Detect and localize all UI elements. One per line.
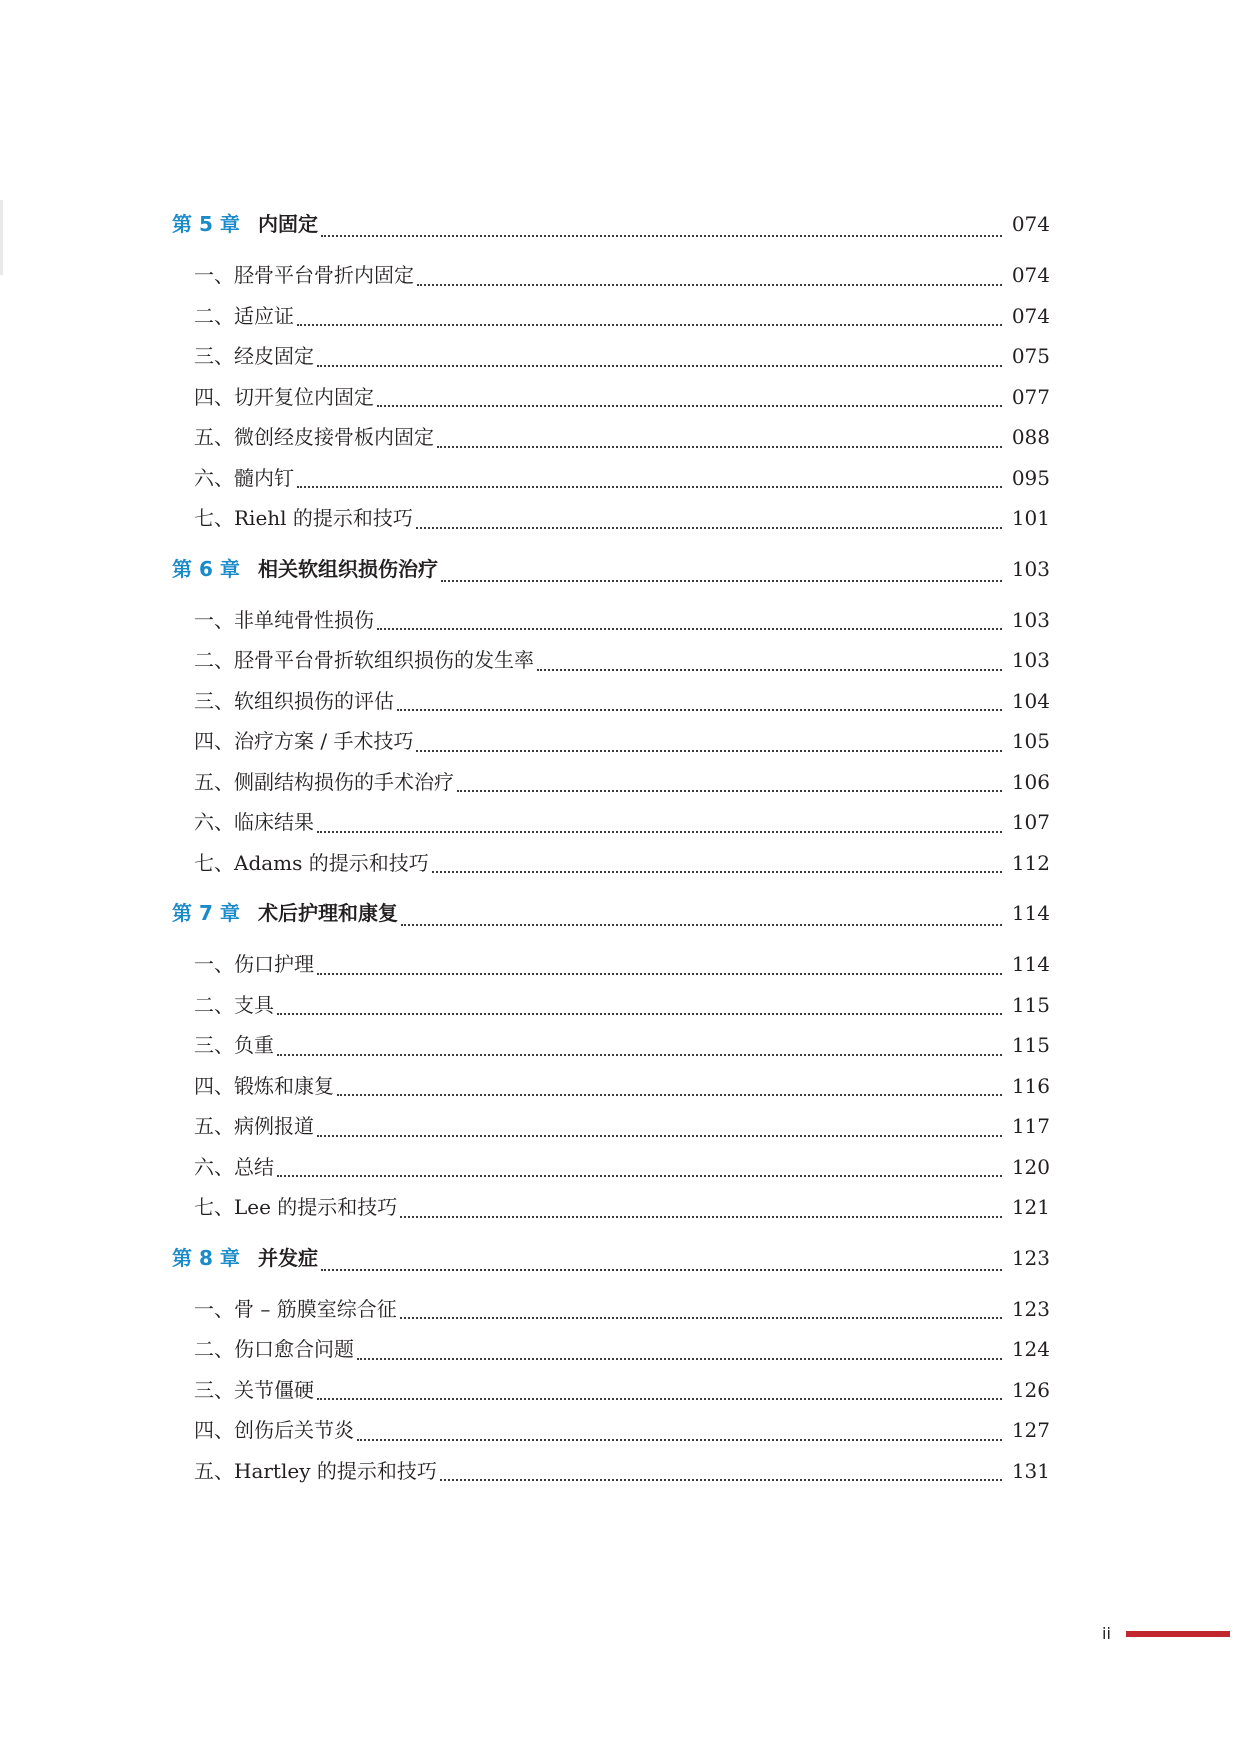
dot-leader [317, 1370, 1002, 1411]
toc-section-entry[interactable] [172, 296, 1050, 337]
toc-section-entry[interactable] [172, 1451, 1050, 1492]
toc-chapter-entry[interactable] [172, 1240, 1050, 1280]
section-title: 四、治疗方案 / 手术技巧 [194, 729, 414, 753]
toc-section-entry[interactable] [172, 721, 1050, 762]
dot-leader [397, 681, 1002, 722]
section-title: 六、髓内钉 [194, 465, 294, 490]
footer-accent-bar [1126, 1631, 1230, 1637]
section-page-number: 095 [1011, 465, 1050, 490]
toc-section-entry[interactable] [172, 762, 1050, 803]
section-page-number: 104 [1011, 688, 1050, 713]
section-page-number: 115 [1011, 992, 1050, 1017]
section-title: 七、Lee 的提示和技巧 [194, 1195, 398, 1219]
dot-leader [317, 336, 1002, 377]
dot-leader [437, 417, 1002, 458]
dot-leader [317, 802, 1002, 843]
section-title: 五、病例报道 [194, 1114, 314, 1138]
section-title: 一、胫骨平台骨折内固定 [194, 263, 414, 287]
section-title: 四、锻炼和康复 [194, 1073, 334, 1098]
toc-section-entry[interactable] [172, 1025, 1050, 1066]
section-title: 三、经皮固定 [194, 344, 314, 368]
section-page-number: 116 [1011, 1073, 1050, 1098]
section-page-number: 124 [1011, 1337, 1050, 1361]
chapter-number: 第 8 章 [172, 1245, 240, 1270]
dot-leader [337, 1066, 1002, 1107]
section-page-number: 074 [1011, 263, 1050, 287]
section-page-number: 114 [1011, 952, 1050, 976]
dot-leader [400, 1289, 1002, 1330]
section-title: 四、创伤后关节炎 [194, 1418, 354, 1442]
section-title: 二、支具 [194, 992, 274, 1017]
dot-leader [357, 1410, 1002, 1451]
chapter-page-number: 103 [1011, 556, 1050, 581]
section-title: 三、软组织损伤的评估 [194, 688, 394, 713]
chapter-number: 第 6 章 [172, 556, 240, 581]
toc-section-entry[interactable] [172, 1147, 1050, 1188]
section-page-number: 077 [1011, 384, 1050, 409]
dot-leader [416, 721, 1002, 762]
section-page-number: 075 [1011, 344, 1050, 368]
section-page-number: 103 [1011, 607, 1050, 632]
toc-section-entry[interactable] [172, 1106, 1050, 1147]
dot-leader [537, 640, 1002, 681]
section-page-number: 127 [1011, 1418, 1050, 1442]
dot-leader [277, 1147, 1002, 1188]
section-page-number: 103 [1011, 648, 1050, 672]
toc-section-entry[interactable] [172, 1289, 1050, 1330]
dot-leader [377, 600, 1002, 641]
section-title: 七、Adams 的提示和技巧 [194, 850, 429, 875]
dot-leader [377, 377, 1002, 418]
section-title: 六、总结 [194, 1154, 274, 1179]
page-edge-mark [0, 200, 3, 275]
section-title: 七、Riehl 的提示和技巧 [194, 506, 413, 530]
section-title: 五、Hartley 的提示和技巧 [194, 1458, 437, 1483]
toc-chapter-entry[interactable] [172, 551, 1050, 591]
chapter-page-number: 114 [1011, 901, 1050, 925]
toc-section-entry[interactable] [172, 843, 1050, 884]
toc-section-entry[interactable] [172, 1410, 1050, 1451]
toc-section-entry[interactable] [172, 417, 1050, 458]
dot-leader [321, 206, 1002, 246]
table-of-contents [172, 206, 1050, 1491]
toc-section-entry[interactable] [172, 1187, 1050, 1228]
section-title: 一、骨 – 筋膜室综合征 [194, 1296, 397, 1321]
toc-section-entry[interactable] [172, 802, 1050, 843]
toc-section-entry[interactable] [172, 1370, 1050, 1411]
section-title: 四、切开复位内固定 [194, 384, 374, 409]
section-title: 一、非单纯骨性损伤 [194, 607, 374, 632]
dot-leader [317, 944, 1002, 985]
toc-section-entry[interactable] [172, 1329, 1050, 1370]
section-page-number: 088 [1011, 425, 1050, 449]
section-title: 一、伤口护理 [194, 952, 314, 976]
toc-section-entry[interactable] [172, 377, 1050, 418]
dot-leader [457, 762, 1002, 803]
section-page-number: 120 [1011, 1154, 1050, 1179]
toc-section-entry[interactable] [172, 944, 1050, 985]
section-page-number: 105 [1011, 729, 1050, 753]
toc-section-entry[interactable] [172, 336, 1050, 377]
dot-leader [317, 1106, 1002, 1147]
dot-leader [277, 1025, 1002, 1066]
footer-page-number: ii [1102, 1624, 1111, 1643]
dot-leader [297, 458, 1002, 499]
section-title: 五、微创经皮接骨板内固定 [194, 425, 434, 449]
dot-leader [297, 296, 1002, 337]
section-page-number: 117 [1011, 1114, 1050, 1138]
chapter-number: 第 5 章 [172, 212, 240, 236]
section-title: 二、适应证 [194, 303, 294, 328]
dot-leader [416, 498, 1002, 539]
chapter-title: 相关软组织损伤治疗 [258, 556, 438, 581]
chapter-page-number: 074 [1011, 212, 1050, 236]
chapter-page-number: 123 [1011, 1245, 1050, 1270]
dot-leader [440, 1451, 1002, 1492]
toc-chapter-entry[interactable] [172, 895, 1050, 935]
section-title: 三、关节僵硬 [194, 1377, 314, 1402]
toc-section-entry[interactable] [172, 985, 1050, 1026]
section-page-number: 131 [1011, 1458, 1050, 1483]
section-page-number: 101 [1011, 506, 1050, 530]
toc-section-entry[interactable] [172, 458, 1050, 499]
section-page-number: 074 [1011, 303, 1050, 328]
section-page-number: 107 [1011, 810, 1050, 834]
chapter-title: 并发症 [258, 1245, 318, 1270]
section-page-number: 126 [1011, 1377, 1050, 1402]
dot-leader [401, 895, 1002, 935]
dot-leader [417, 255, 1002, 296]
toc-section-entry[interactable] [172, 600, 1050, 641]
section-page-number: 123 [1011, 1296, 1050, 1321]
toc-section-entry[interactable] [172, 640, 1050, 681]
dot-leader [441, 551, 1002, 591]
section-title: 二、胫骨平台骨折软组织损伤的发生率 [194, 648, 534, 672]
section-page-number: 106 [1011, 769, 1050, 794]
chapter-number: 第 7 章 [172, 901, 240, 925]
section-title: 六、临床结果 [194, 810, 314, 834]
chapter-title: 内固定 [258, 212, 318, 236]
section-page-number: 112 [1011, 850, 1050, 875]
dot-leader [432, 843, 1002, 884]
toc-section-entry[interactable] [172, 681, 1050, 722]
toc-section-entry[interactable] [172, 498, 1050, 539]
section-page-number: 115 [1011, 1033, 1050, 1057]
section-title: 五、侧副结构损伤的手术治疗 [194, 769, 454, 794]
toc-chapter-entry[interactable] [172, 206, 1050, 246]
section-title: 三、负重 [194, 1033, 274, 1057]
dot-leader [321, 1240, 1002, 1280]
dot-leader [277, 985, 1002, 1026]
section-page-number: 121 [1011, 1195, 1050, 1219]
toc-section-entry[interactable] [172, 255, 1050, 296]
dot-leader [400, 1187, 1002, 1228]
toc-section-entry[interactable] [172, 1066, 1050, 1107]
dot-leader [357, 1329, 1002, 1370]
section-title: 二、伤口愈合问题 [194, 1337, 354, 1361]
chapter-title: 术后护理和康复 [258, 901, 398, 925]
